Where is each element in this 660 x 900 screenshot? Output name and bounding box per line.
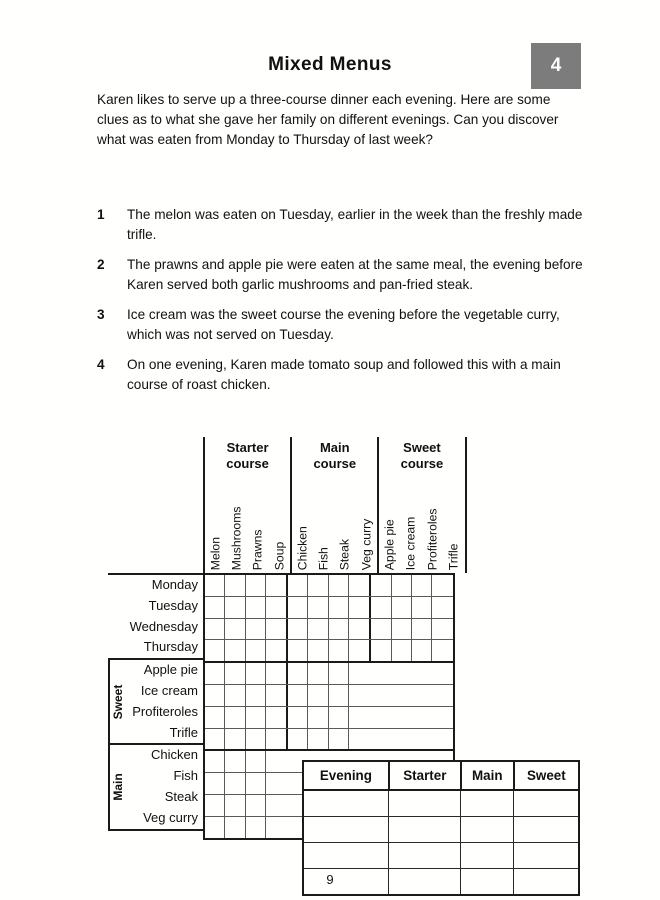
row-group-label-days [108, 575, 125, 658]
clue-number: 1 [97, 207, 105, 222]
grid-cell[interactable] [308, 619, 328, 640]
row-group-sweet [108, 658, 203, 743]
grid-cell[interactable] [329, 619, 349, 640]
column-header [443, 479, 464, 573]
cell-block-days [203, 573, 455, 661]
grid-cell[interactable] [371, 597, 391, 618]
grid-cell-group [205, 751, 286, 772]
grid-cell-group [205, 619, 288, 640]
grid-cell[interactable] [308, 729, 328, 750]
column-group-title-line2: course [400, 455, 444, 471]
grid-row [205, 685, 453, 707]
answer-table-cell[interactable] [461, 790, 514, 817]
answer-table-header-main: Main [461, 761, 514, 790]
column-header [226, 479, 247, 573]
column-header [356, 479, 377, 573]
grid-cell-group [288, 597, 371, 618]
column-group-title-line2: course [313, 455, 357, 471]
grid-cell[interactable] [308, 575, 328, 596]
grid-cell[interactable] [246, 795, 266, 816]
grid-cell[interactable] [225, 663, 245, 684]
grid-cell[interactable] [349, 707, 369, 728]
column-group-title [205, 437, 290, 479]
grid-cell[interactable] [266, 795, 286, 816]
grid-cell[interactable] [308, 685, 328, 706]
grid-cell[interactable] [225, 729, 245, 750]
cell-block-sweet [203, 661, 455, 749]
puzzle-number-badge: 4 [531, 43, 581, 89]
column-header-label: Ice cream [403, 516, 418, 570]
grid-cell[interactable] [225, 575, 245, 596]
grid-cell[interactable] [308, 640, 328, 661]
answer-table-cell[interactable] [389, 843, 461, 869]
row-header: Fish [173, 768, 198, 784]
answer-table-cell[interactable] [303, 817, 389, 843]
grid-cell[interactable] [246, 751, 266, 772]
grid-cell-group [205, 597, 288, 618]
grid-row [205, 707, 453, 729]
grid-cell[interactable] [308, 663, 328, 684]
grid-cell-group [288, 619, 371, 640]
grid-cell[interactable] [329, 575, 349, 596]
column-header-label: Prawns [250, 529, 265, 570]
grid-row [205, 575, 453, 597]
grid-cell[interactable] [246, 619, 266, 640]
grid-cell[interactable] [246, 597, 266, 618]
grid-cell[interactable] [246, 773, 266, 794]
row-header: Tuesday [148, 597, 198, 613]
grid-corner-spacer [108, 437, 203, 573]
answer-table-header-row [303, 761, 579, 790]
grid-cell[interactable] [225, 751, 245, 772]
grid-cell[interactable] [349, 685, 369, 706]
column-header-label: Steak [337, 538, 352, 570]
grid-cell-group [205, 575, 288, 596]
page-title: Mixed Menus [268, 54, 392, 75]
column-group-title-line2: course [226, 455, 269, 471]
grid-cell[interactable] [329, 729, 349, 750]
clue-number: 3 [97, 307, 105, 322]
row-header: Profiteroles [132, 703, 198, 719]
grid-cell-group [205, 663, 288, 684]
grid-row [205, 729, 453, 750]
answer-table-cell[interactable] [303, 843, 389, 869]
answer-table-cell[interactable] [514, 843, 579, 869]
grid-cell-group [205, 640, 288, 661]
grid-cell-group [371, 619, 452, 640]
grid-cell[interactable] [266, 685, 286, 706]
answer-table-cell[interactable] [461, 817, 514, 843]
clue-number: 4 [97, 357, 105, 372]
grid-cell[interactable] [266, 751, 286, 772]
grid-row [205, 619, 453, 641]
row-header: Wednesday [129, 618, 198, 634]
intro-paragraph: Karen likes to serve up a three-course dinner each evening. Here are some clues as to what she gave her family on different evenings. Can you discover what was eaten from Monday to Thursday of last week? [97, 92, 559, 147]
answer-table-cell[interactable] [514, 790, 579, 817]
clue-item [97, 205, 587, 244]
grid-cell[interactable] [225, 795, 245, 816]
grid-cell-group [371, 575, 452, 596]
column-header [205, 479, 226, 573]
grid-cell[interactable] [288, 597, 308, 618]
grid-cell-group [288, 663, 369, 684]
column-header [313, 479, 334, 573]
grid-row [205, 640, 453, 661]
column-header [292, 479, 313, 573]
grid-cell[interactable] [349, 619, 369, 640]
grid-cell[interactable] [349, 575, 369, 596]
grid-cell[interactable] [266, 640, 286, 661]
row-group-label-main [108, 745, 127, 828]
clue-list [97, 205, 587, 405]
column-header [269, 479, 290, 573]
grid-cell-group [205, 795, 286, 816]
grid-cell[interactable] [412, 597, 432, 618]
column-header-label: Profiteroles [424, 508, 439, 570]
grid-cell[interactable] [205, 663, 225, 684]
row-group-label-sweet [108, 660, 127, 743]
answer-table-row [303, 843, 579, 869]
grid-cell[interactable] [392, 597, 412, 618]
grid-cell[interactable] [266, 817, 286, 838]
clue-item [97, 355, 587, 394]
grid-cell[interactable] [412, 619, 432, 640]
grid-cell[interactable] [432, 597, 452, 618]
answer-table-cell[interactable] [514, 817, 579, 843]
row-group-main [108, 743, 203, 830]
row-header: Thursday [143, 639, 198, 655]
column-header [335, 479, 356, 573]
grid-cell-group [205, 817, 286, 838]
grid-cell[interactable] [288, 663, 308, 684]
grid-cell[interactable] [246, 640, 266, 661]
grid-cell-group [288, 685, 369, 706]
grid-cell-group [205, 685, 288, 706]
grid-cell[interactable] [205, 597, 225, 618]
grid-cell[interactable] [225, 817, 245, 838]
grid-cell[interactable] [371, 640, 391, 661]
row-header: Monday [151, 577, 198, 592]
grid-cell[interactable] [288, 575, 308, 596]
grid-cell[interactable] [225, 597, 245, 618]
grid-cell[interactable] [432, 575, 452, 596]
column-header-label: Apple pie [382, 519, 397, 570]
column-group-main [290, 437, 377, 573]
clue-item [97, 255, 587, 294]
grid-cell-group [205, 729, 288, 750]
answer-table-cell[interactable] [303, 790, 389, 817]
grid-cell[interactable] [412, 640, 432, 661]
grid-cell[interactable] [205, 773, 225, 794]
column-group-title [379, 437, 464, 479]
row-header: Apple pie [143, 662, 198, 678]
grid-cell[interactable] [308, 707, 328, 728]
grid-cell[interactable] [205, 619, 225, 640]
grid-cell[interactable] [392, 575, 412, 596]
grid-cell[interactable] [246, 817, 266, 838]
clue-text: Ice cream was the sweet course the evening before the vegetable curry, which was not served on Tuesday. [127, 307, 560, 342]
grid-cell[interactable] [288, 707, 308, 728]
grid-cell[interactable] [225, 685, 245, 706]
grid-cell[interactable] [349, 729, 369, 750]
grid-cell[interactable] [246, 685, 266, 706]
grid-cell[interactable] [432, 619, 452, 640]
clue-item [97, 305, 587, 344]
grid-cell[interactable] [266, 619, 286, 640]
answer-table-row [303, 817, 579, 843]
row-group-label-text: Main [111, 773, 126, 801]
grid-cell[interactable] [266, 729, 286, 750]
answer-table-header-sweet: Sweet [514, 761, 579, 790]
grid-cell[interactable] [288, 640, 308, 661]
grid-cell[interactable] [392, 619, 412, 640]
grid-cell[interactable] [205, 817, 225, 838]
grid-cell[interactable] [225, 640, 245, 661]
clue-text: The melon was eaten on Tuesday, earlier in the week than the freshly made trifle. [127, 207, 583, 242]
column-header-label: Soup [271, 541, 286, 570]
grid-cell[interactable] [329, 707, 349, 728]
column-header-label: Chicken [295, 525, 310, 570]
grid-cell[interactable] [349, 663, 369, 684]
grid-cell[interactable] [205, 795, 225, 816]
column-header-label: Mushrooms [229, 506, 244, 570]
grid-cell[interactable] [205, 575, 225, 596]
row-group-label-text: Sweet [111, 684, 126, 720]
grid-cell-group [288, 575, 371, 596]
column-group-title [292, 437, 377, 479]
grid-cell[interactable] [266, 773, 286, 794]
answer-table-row [303, 790, 579, 817]
grid-cell[interactable] [329, 640, 349, 661]
grid-cell[interactable] [225, 773, 245, 794]
row-header: Chicken [151, 747, 198, 763]
grid-cell[interactable] [266, 663, 286, 684]
column-group-title-line1: Sweet [403, 440, 441, 455]
grid-cell[interactable] [371, 619, 391, 640]
grid-cell[interactable] [205, 729, 225, 750]
grid-row [205, 663, 453, 685]
column-header-label: Veg curry [359, 518, 374, 570]
grid-cell-group [288, 729, 369, 750]
grid-cell[interactable] [432, 640, 452, 661]
grid-cell[interactable] [288, 619, 308, 640]
grid-cell[interactable] [266, 575, 286, 596]
grid-cell[interactable] [266, 707, 286, 728]
column-header [379, 479, 400, 573]
grid-cell-group [371, 640, 452, 661]
column-group-title-line1: Starter [226, 440, 269, 455]
grid-cell[interactable] [246, 707, 266, 728]
row-header: Trifle [169, 724, 198, 740]
answer-table-cell[interactable] [389, 790, 461, 817]
grid-cell[interactable] [371, 575, 391, 596]
clue-number: 2 [97, 257, 105, 272]
grid-column-headers [108, 437, 467, 573]
grid-cell[interactable] [308, 597, 328, 618]
grid-cell[interactable] [225, 707, 245, 728]
grid-cell[interactable] [246, 663, 266, 684]
grid-cell-group [371, 597, 452, 618]
grid-cell[interactable] [349, 640, 369, 661]
column-header [422, 479, 443, 573]
answer-table-cell[interactable] [461, 843, 514, 869]
grid-cell-group [288, 707, 369, 728]
column-group-title-line1: Main [319, 440, 350, 455]
column-group-starter [203, 437, 290, 573]
grid-cell-group [205, 773, 286, 794]
grid-cell[interactable] [329, 685, 349, 706]
grid-cell[interactable] [205, 751, 225, 772]
grid-cell[interactable] [246, 729, 266, 750]
grid-cell[interactable] [392, 640, 412, 661]
column-header [401, 479, 422, 573]
grid-cell[interactable] [288, 685, 308, 706]
grid-cell[interactable] [246, 575, 266, 596]
column-header [248, 479, 269, 573]
grid-cell[interactable] [412, 575, 432, 596]
grid-cell[interactable] [329, 663, 349, 684]
grid-cell[interactable] [205, 707, 225, 728]
grid-row [205, 597, 453, 619]
page-number: 9 [326, 872, 334, 887]
answer-table-header-evening: Evening [303, 761, 389, 790]
grid-cell[interactable] [205, 685, 225, 706]
column-header-label: Fish [316, 546, 331, 570]
grid-cell-group [288, 640, 371, 661]
clue-text: The prawns and apple pie were eaten at the same meal, the evening before Karen served both garlic mushrooms and pan-fried steak. [127, 257, 583, 292]
clue-text: On one evening, Karen made tomato soup and followed this with a main course of roast chicken. [127, 357, 561, 392]
grid-cell-group [205, 707, 288, 728]
grid-cell[interactable] [288, 729, 308, 750]
column-group-sweet [377, 437, 466, 573]
answer-table-cell[interactable] [389, 817, 461, 843]
grid-cell[interactable] [205, 640, 225, 661]
grid-cell[interactable] [329, 597, 349, 618]
answer-table-header-starter: Starter [389, 761, 461, 790]
row-group-days [108, 573, 203, 658]
grid-cell[interactable] [225, 619, 245, 640]
column-header-label: Melon [207, 536, 222, 570]
column-header-label: Trifle [446, 543, 461, 570]
row-header: Steak [164, 788, 198, 804]
grid-cell[interactable] [266, 597, 286, 618]
row-header: Veg curry [143, 809, 198, 825]
grid-row-headers [108, 573, 203, 840]
row-header: Ice cream [140, 682, 198, 698]
grid-cell[interactable] [349, 597, 369, 618]
